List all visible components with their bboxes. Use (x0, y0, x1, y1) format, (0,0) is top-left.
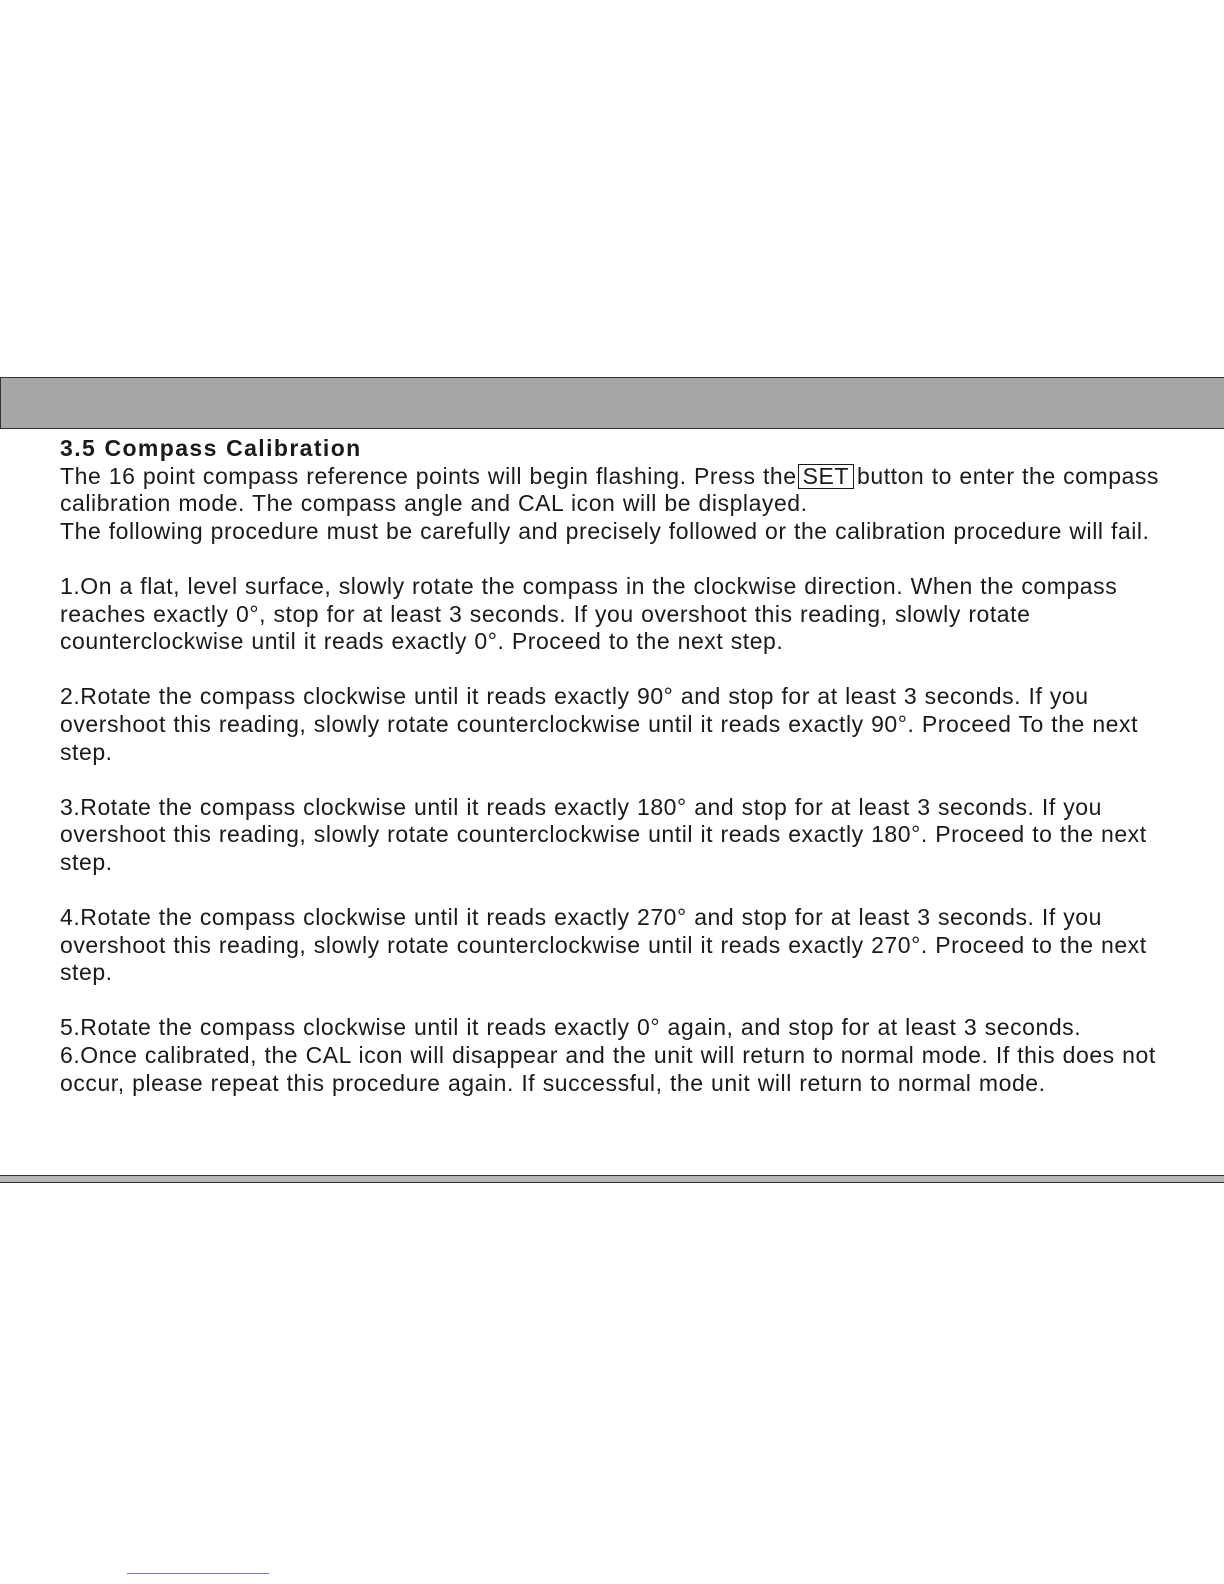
section-header-band (0, 377, 1224, 429)
warning-paragraph: The following procedure must be carefully and precisely followed or the calibration procedure will fail. (60, 517, 1150, 544)
step-2: 2.Rotate the compass clockwise until it reads exactly 90° and stop for at least 3 seconds. If you overshoot this reading, slowly rotate counterclockwise until it reads exactly 90°. Proceed To the next step. (60, 683, 1139, 765)
step-5: 5.Rotate the compass clockwise until it reads exactly 0° again, and stop for at least 3 seconds. (60, 1014, 1082, 1041)
step-1: 1.On a flat, level surface, slowly rotate the compass in the clockwise direction. When the compass reaches exactly 0°, stop for at least 3 seconds. If you overshoot this reading, slowly rotate counterclockwise until it reads exactly 0°. Proceed to the next step. (60, 572, 1118, 655)
spacer (60, 545, 1190, 573)
footer-divider (127, 1573, 269, 1574)
set-key-label: SET (798, 464, 854, 489)
spacer (60, 987, 1190, 1015)
intro-text-after-key: button to enter the compass calibration mode. The compass angle and CAL icon will be displayed. (60, 462, 1159, 517)
step-4: 4.Rotate the compass clockwise until it reads exactly 270° and stop for at least 3 seconds. If you overshoot this reading, slowly rotate counterclockwise until it reads exactly 270°. Proceed to the next step. (60, 904, 1147, 986)
spacer (60, 877, 1190, 905)
intro-text-before-key: The 16 point compass reference points will begin flashing. Press the (60, 462, 797, 489)
step-6: 6.Once calibrated, the CAL icon will disappear and the unit will return to normal mode. If this does not occur, please repeat this procedure again. If successful, the unit will return to normal mode. (60, 1042, 1156, 1096)
bottom-divider (0, 1175, 1224, 1183)
spacer (60, 656, 1190, 684)
step-3: 3.Rotate the compass clockwise until it reads exactly 180° and stop for at least 3 seconds. If you overshoot this reading, slowly rotate counterclockwise until it reads exactly 180°. Proceed to the next step. (60, 793, 1147, 875)
calibration-instructions (60, 435, 1190, 1097)
intro-paragraph (60, 463, 1190, 518)
spacer (60, 766, 1190, 794)
section-title: 3.5 Compass Calibration (60, 435, 362, 461)
